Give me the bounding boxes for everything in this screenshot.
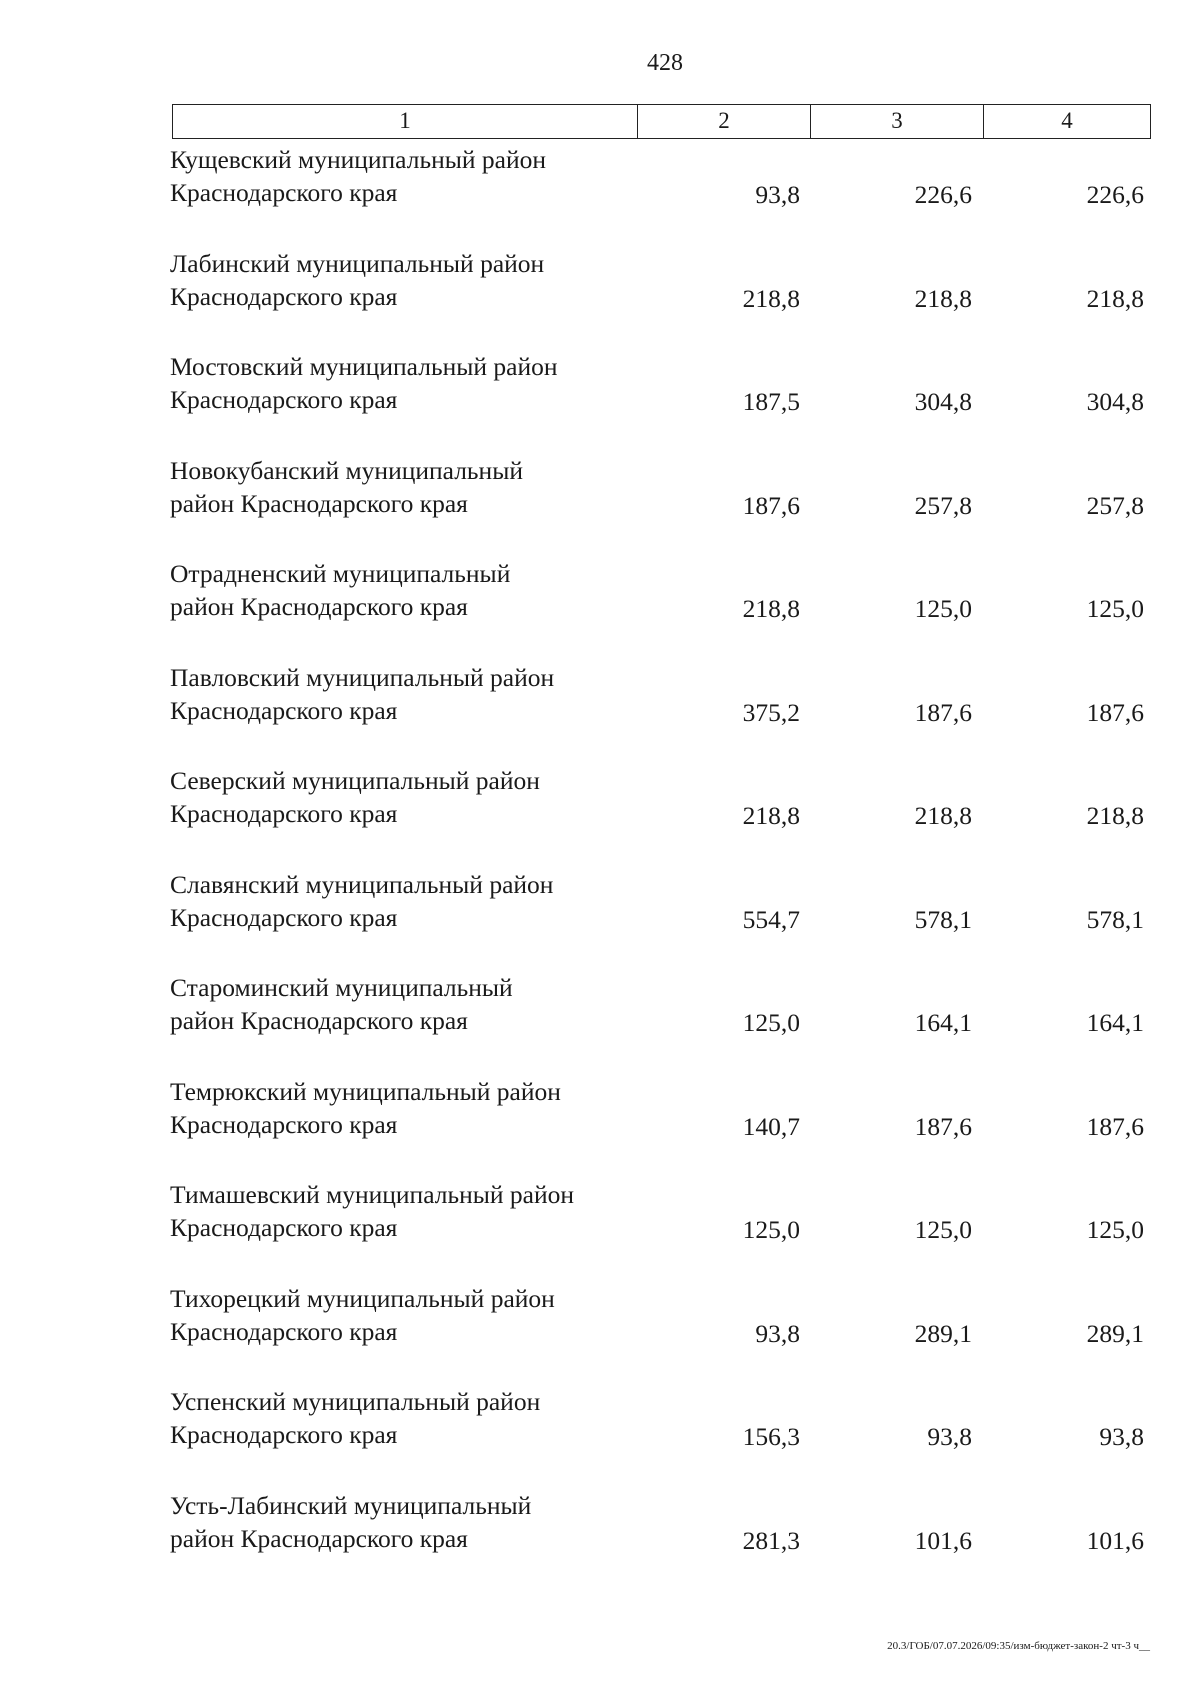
district-name xyxy=(170,1385,640,1451)
district-name-line-2: Краснодарского края xyxy=(170,902,398,932)
value-column-3: 218,8 xyxy=(914,801,972,830)
value-column-2: 156,3 xyxy=(742,1422,800,1451)
district-name-line-2: район Краснодарского края xyxy=(170,488,468,518)
district-name-line-1: Успенский муниципальный район xyxy=(170,1387,541,1416)
district-name-line-2: Краснодарского края xyxy=(170,799,398,828)
district-name-line-1: Тимашевский муниципальный район xyxy=(170,1180,575,1209)
table-row xyxy=(172,555,1151,659)
column-header-2: 2 xyxy=(638,105,811,138)
district-name xyxy=(170,1178,640,1244)
district-name xyxy=(170,1489,640,1555)
district-name xyxy=(170,1282,640,1348)
district-name-line-1: Лабинский муниципальный район xyxy=(170,248,545,278)
value-column-4: 218,8 xyxy=(1086,801,1144,830)
district-name xyxy=(170,1075,640,1141)
value-column-3: 101,6 xyxy=(914,1525,972,1555)
column-header-1: 1 xyxy=(173,105,638,138)
value-column-4: 304,8 xyxy=(1086,387,1144,416)
value-column-4: 164,1 xyxy=(1086,1008,1144,1037)
value-column-4: 93,8 xyxy=(1099,1422,1144,1451)
value-column-2: 125,0 xyxy=(742,1008,800,1037)
value-column-3: 164,1 xyxy=(914,1008,972,1037)
value-column-3: 218,8 xyxy=(914,283,972,313)
value-column-3: 257,8 xyxy=(914,490,972,520)
value-column-4: 289,1 xyxy=(1086,1318,1144,1348)
district-name xyxy=(170,350,640,416)
district-name-line-2: район Краснодарского края xyxy=(170,1006,468,1035)
district-name xyxy=(170,247,640,313)
table-row xyxy=(172,866,1151,970)
value-column-2: 187,6 xyxy=(742,490,800,520)
value-column-3: 578,1 xyxy=(914,904,972,934)
district-name xyxy=(170,868,640,934)
value-column-2: 140,7 xyxy=(742,1111,800,1141)
value-column-3: 93,8 xyxy=(927,1422,972,1451)
district-name-line-1: Темрюкский муниципальный район xyxy=(170,1076,561,1106)
document-footer-code: 20.3/ГОБ/07.07.2026/09:35/изм-бюджет-закон-2 чт-3 ч__ xyxy=(887,1640,1150,1652)
table-row xyxy=(172,452,1151,556)
district-name-line-2: район Краснодарского края xyxy=(170,592,468,621)
district-name-line-1: Усть-Лабинский муниципальный xyxy=(170,1490,532,1520)
table-row xyxy=(172,1073,1151,1177)
district-name-line-2: Краснодарского края xyxy=(170,281,398,311)
value-column-4: 218,8 xyxy=(1086,283,1144,313)
district-name-line-2: район Краснодарского края xyxy=(170,1523,468,1553)
district-name xyxy=(170,143,640,209)
district-name-line-1: Северский муниципальный район xyxy=(170,766,540,795)
district-name xyxy=(170,764,640,830)
district-name-line-1: Тихорецкий муниципальный район xyxy=(170,1283,555,1313)
district-name xyxy=(170,971,640,1037)
table-row xyxy=(172,1176,1151,1280)
district-name-line-1: Отрадненский муниципальный xyxy=(170,559,511,588)
value-column-4: 101,6 xyxy=(1086,1525,1144,1555)
value-column-2: 218,8 xyxy=(742,283,800,313)
table-row xyxy=(172,659,1151,763)
value-column-2: 554,7 xyxy=(742,904,800,934)
value-column-4: 187,6 xyxy=(1086,1111,1144,1141)
table-row xyxy=(172,1280,1151,1384)
value-column-2: 93,8 xyxy=(755,180,800,209)
table-header-row xyxy=(172,104,1151,139)
value-column-3: 289,1 xyxy=(914,1318,972,1348)
column-header-4: 4 xyxy=(1061,108,1073,133)
table-row xyxy=(172,1383,1151,1487)
table-row xyxy=(172,1487,1151,1591)
table-row xyxy=(172,969,1151,1073)
value-column-2: 187,5 xyxy=(742,387,800,416)
value-column-3: 187,6 xyxy=(914,697,972,727)
district-name xyxy=(170,454,640,520)
value-column-2: 218,8 xyxy=(742,594,800,623)
value-column-2: 281,3 xyxy=(742,1525,800,1555)
district-name-line-2: Краснодарского края xyxy=(170,1420,398,1449)
district-name-line-1: Староминский муниципальный xyxy=(170,973,513,1002)
district-name-line-2: Краснодарского края xyxy=(170,178,398,207)
district-name xyxy=(170,557,640,623)
table-row xyxy=(172,141,1151,245)
district-name-line-1: Павловский муниципальный район xyxy=(170,662,555,692)
value-column-3: 125,0 xyxy=(914,1215,972,1244)
value-column-4: 226,6 xyxy=(1086,180,1144,209)
district-name-line-2: Краснодарского края xyxy=(170,1316,398,1346)
district-name xyxy=(170,661,640,727)
value-column-3: 125,0 xyxy=(914,594,972,623)
page-number: 428 xyxy=(647,50,683,76)
value-column-4: 125,0 xyxy=(1086,594,1144,623)
district-name-line-2: Краснодарского края xyxy=(170,1213,398,1242)
table-row xyxy=(172,762,1151,866)
column-header-3: 3 xyxy=(811,105,984,138)
value-column-3: 226,6 xyxy=(914,180,972,209)
value-column-2: 125,0 xyxy=(742,1215,800,1244)
value-column-2: 93,8 xyxy=(755,1318,800,1348)
district-name-line-1: Мостовский муниципальный район xyxy=(170,352,558,381)
district-name-line-2: Краснодарского края xyxy=(170,695,398,725)
district-name-line-1: Славянский муниципальный район xyxy=(170,869,554,899)
value-column-2: 218,8 xyxy=(742,801,800,830)
value-column-2: 375,2 xyxy=(742,697,800,727)
table-body xyxy=(172,141,1151,1590)
value-column-4: 578,1 xyxy=(1086,904,1144,934)
value-column-4: 125,0 xyxy=(1086,1215,1144,1244)
value-column-3: 187,6 xyxy=(914,1111,972,1141)
district-name-line-1: Кущевский муниципальный район xyxy=(170,145,546,174)
table-row xyxy=(172,348,1151,452)
value-column-4: 257,8 xyxy=(1086,490,1144,520)
district-name-line-2: Краснодарского края xyxy=(170,385,398,414)
value-column-3: 304,8 xyxy=(914,387,972,416)
district-name-line-2: Краснодарского края xyxy=(170,1109,398,1139)
value-column-4: 187,6 xyxy=(1086,697,1144,727)
table-row xyxy=(172,245,1151,349)
district-name-line-1: Новокубанский муниципальный xyxy=(170,455,523,485)
